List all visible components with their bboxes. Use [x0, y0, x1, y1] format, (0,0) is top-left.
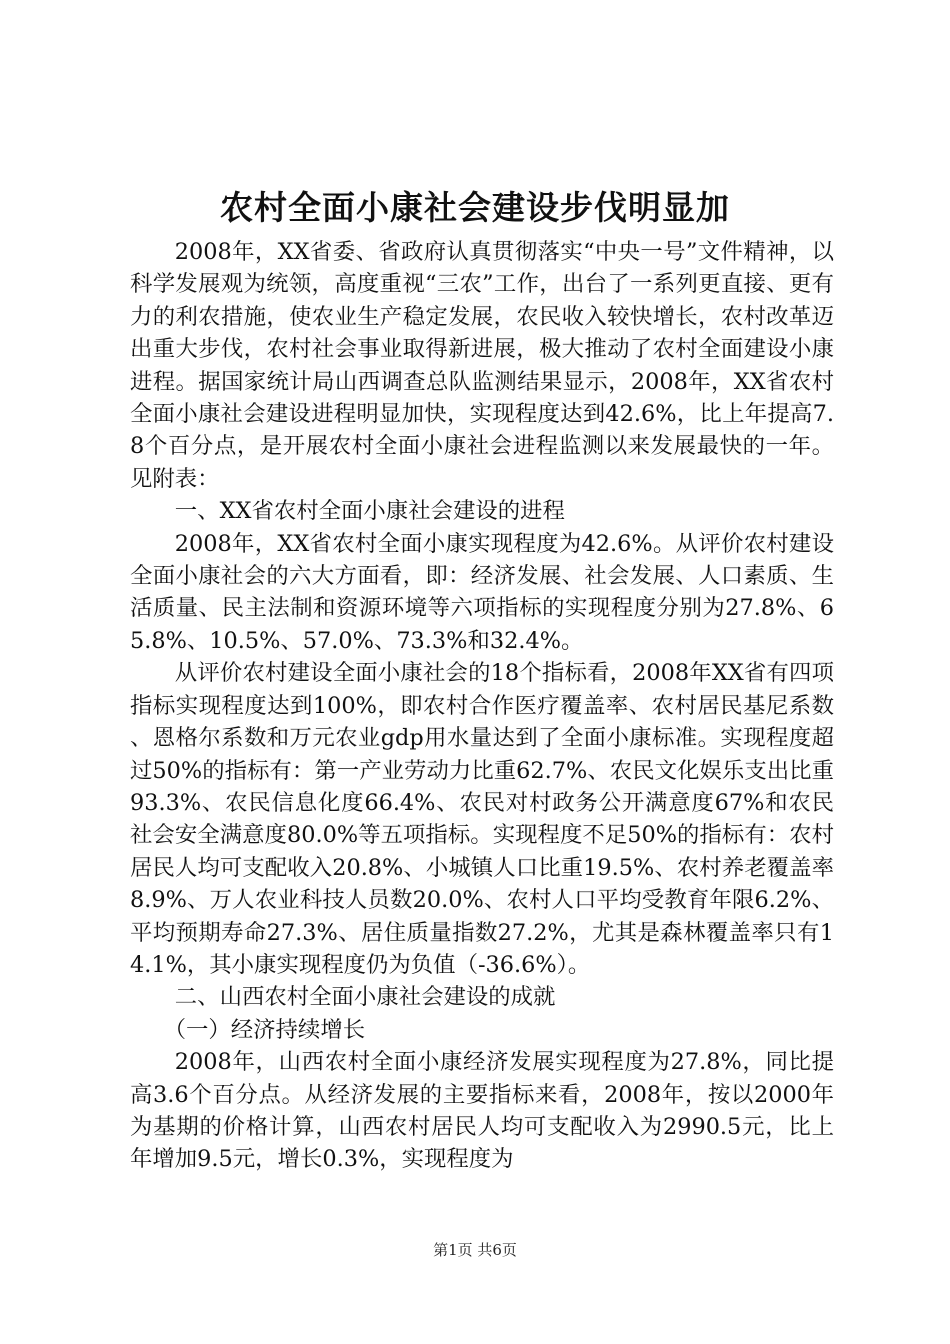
- paragraph-economy: 2008年，山西农村全面小康经济发展实现程度为27.8%，同比提高3.6个百分点。从经济发展的主要指标来看，2008年，按以2000年为基期的价格计算，山西农村居民人均可支配收入为2990.5元，比上年增加9.5元，增长0.3%，实现程度为: [130, 1049, 834, 1173]
- paragraph-progress: 2008年，XX省农村全面小康实现程度为42.6%。从评价农村建设全面小康社会的六大方面看，即：经济发展、社会发展、人口素质、生活质量、民主法制和资源环境等六项指标的实现程度分别为27.8%、65.8%、10.5%、57.0%、73.3%和32.4%。: [130, 530, 834, 654]
- section-heading-1: 一、XX省农村全面小康社会建设的进程: [174, 498, 565, 525]
- page-footer: 第1页 共6页: [433, 1241, 517, 1259]
- document-body: [130, 236, 834, 1176]
- subsection-heading-1: （一）经济持续增长: [163, 1016, 366, 1043]
- section-heading-2: 二、山西农村全面小康社会建设的成就: [174, 984, 556, 1011]
- paragraph-indicators: 从评价农村建设全面小康社会的18个指标看，2008年XX省有四项指标实现程度达到100%，即农村合作医疗覆盖率、农村居民基尼系数、恩格尔系数和万元农业gdp用水量达到了全面小康标准。实现程度超过50%的指标有：第一产业劳动力比重62.7%、农民文化娱乐支出比重93.3%、农民信息化度66.4%、农民对村政务公开满意度67%和农民社会安全满意度80.0%等五项指标。实现程度不足50%的指标有：农村居民人均可支配收入20.8%、小城镇人口比重19.5%、农村养老覆盖率8.9%、万人农业科技人员数20.0%、农村人口平均受教育年限6.2%、平均预期寿命27.3%、居住质量指数27.2%，尤其是森林覆盖率只有14.1%，其小康实现程度仍为负值（-36.6%）。: [130, 660, 834, 978]
- paragraph-intro: 2008年，XX省委、省政府认真贯彻落实“中央一号”文件精神，以科学发展观为统领，高度重视“三农”工作，出台了一系列更直接、更有力的利农措施，使农业生产稳定发展，农民收入较快增长，农村改革迈出重大步伐，农村社会事业取得新进展，极大推动了农村全面建设小康进程。据国家统计局山西调查总队监测结果显示，2008年，XX省农村全面小康社会建设进程明显加快，实现程度达到42.6%，比上年提高7.8个百分点，是开展农村全面小康社会进程监测以来发展最快的一年。见附表：: [130, 239, 834, 492]
- document-title: 农村全面小康社会建设步伐明显加: [220, 188, 730, 227]
